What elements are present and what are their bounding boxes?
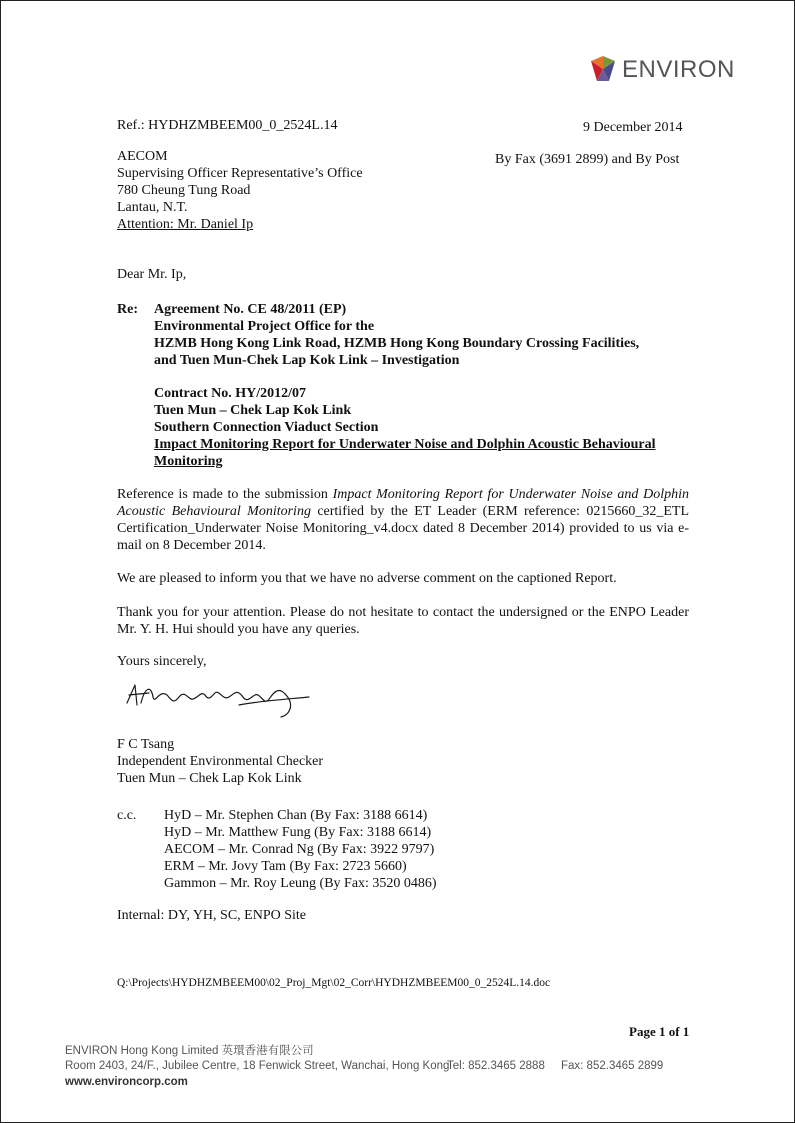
report-title-italic: Impact Monitoring Report for Underwater Noise and Dolphin Acoustic Behavioural Monitoring — [117, 487, 689, 519]
addressee-line: 780 Cheung Tung Road — [117, 183, 251, 198]
signer-project: Tuen Mun – Chek Lap Kok Link — [117, 771, 302, 786]
body-paragraph-reference: Reference is made to the submission Impact Monitoring Report for Underwater Noise and Dolphin Acoustic Behavioural Monitoring certified by the ET Leader (ERM reference: 0215660_32_ETL Certification_Underwater Noise Monitoring_v4.docx dated 8 December 2014) provided to us via e-mail on 8 December 2014. — [117, 487, 689, 553]
environ-logo-mark-icon — [587, 53, 619, 85]
subject-label: Re: — [117, 302, 138, 317]
signer-title: Independent Environmental Checker — [117, 754, 324, 769]
subject-line: and Tuen Mun-Chek Lap Kok Link – Investigation — [154, 353, 460, 368]
subject-line: Tuen Mun – Chek Lap Kok Link — [154, 403, 352, 418]
cc-entry: Gammon – Mr. Roy Leung (By Fax: 3520 0486) — [164, 876, 437, 891]
addressee-block — [117, 148, 363, 233]
subject-line: Agreement No. CE 48/2011 (EP) — [154, 302, 347, 317]
reference-number: Ref.: HYDHZMBEEM00_0_2524L.14 — [117, 118, 338, 133]
delivery-method: By Fax (3691 2899) and By Post — [495, 152, 680, 167]
footer-address: Room 2403, 24/F., Jubilee Centre, 18 Fenwick Street, Wanchai, Hong Kong — [65, 1060, 450, 1072]
subject-line: HZMB Hong Kong Link Road, HZMB Hong Kong Boundary Crossing Facilities, — [154, 336, 640, 351]
body-paragraph-no-comment: We are pleased to inform you that we have no adverse comment on the captioned Report. — [117, 571, 617, 586]
cc-label: c.c. — [117, 808, 137, 823]
addressee-line: Supervising Officer Representative’s Office — [117, 166, 363, 181]
subject-report-title: Impact Monitoring Report for Underwater Noise and Dolphin Acoustic Behavioural — [154, 437, 656, 452]
cc-list — [164, 807, 437, 892]
subject-report-title: Monitoring — [154, 454, 223, 469]
handwritten-signature — [119, 675, 319, 721]
subject-block-agreement — [154, 301, 639, 369]
cc-entry: ERM – Mr. Jovy Tam (By Fax: 2723 5660) — [164, 859, 407, 874]
signer-block — [117, 736, 323, 787]
cc-entry: HyD – Mr. Stephen Chan (By Fax: 3188 6614) — [164, 808, 428, 823]
footer-tel: Tel: 852.3465 2888 — [447, 1060, 545, 1072]
addressee-line: Lantau, N.T. — [117, 200, 188, 215]
subject-block-contract — [154, 385, 656, 470]
cc-entry: HyD – Mr. Matthew Fung (By Fax: 3188 6614) — [164, 825, 432, 840]
body-paragraph-thanks: Thank you for your attention. Please do not hesitate to contact the undersigned or the ENPO Leader Mr. Y. H. Hui should you have any queries. — [117, 605, 689, 637]
environ-logo — [587, 53, 737, 87]
closing: Yours sincerely, — [117, 654, 207, 669]
subject-line: Southern Connection Viaduct Section — [154, 420, 379, 435]
page-number: Page 1 of 1 — [629, 1024, 690, 1039]
file-path: Q:\Projects\HYDHZMBEEM00\02_Proj_Mgt\02_Corr\HYDHZMBEEM00_0_2524L.14.doc — [117, 977, 551, 989]
attention-line: Attention: Mr. Daniel Ip — [117, 217, 254, 232]
internal-distribution: Internal: DY, YH, SC, ENPO Site — [117, 908, 306, 923]
subject-line: Contract No. HY/2012/07 — [154, 386, 307, 401]
footer-fax: Fax: 852.3465 2899 — [561, 1060, 664, 1072]
footer-company: ENVIRON Hong Kong Limited 英環香港有限公司 — [65, 1045, 314, 1057]
signer-name: F C Tsang — [117, 737, 175, 752]
subject-line: Environmental Project Office for the — [154, 319, 375, 334]
addressee-line: AECOM — [117, 149, 168, 164]
footer-website: www.environcorp.com — [65, 1076, 188, 1088]
letter-date: 9 December 2014 — [583, 120, 683, 135]
salutation: Dear Mr. Ip, — [117, 267, 187, 282]
logo-text: ENVIRON — [622, 56, 735, 83]
cc-entry: AECOM – Mr. Conrad Ng (By Fax: 3922 9797) — [164, 842, 435, 857]
